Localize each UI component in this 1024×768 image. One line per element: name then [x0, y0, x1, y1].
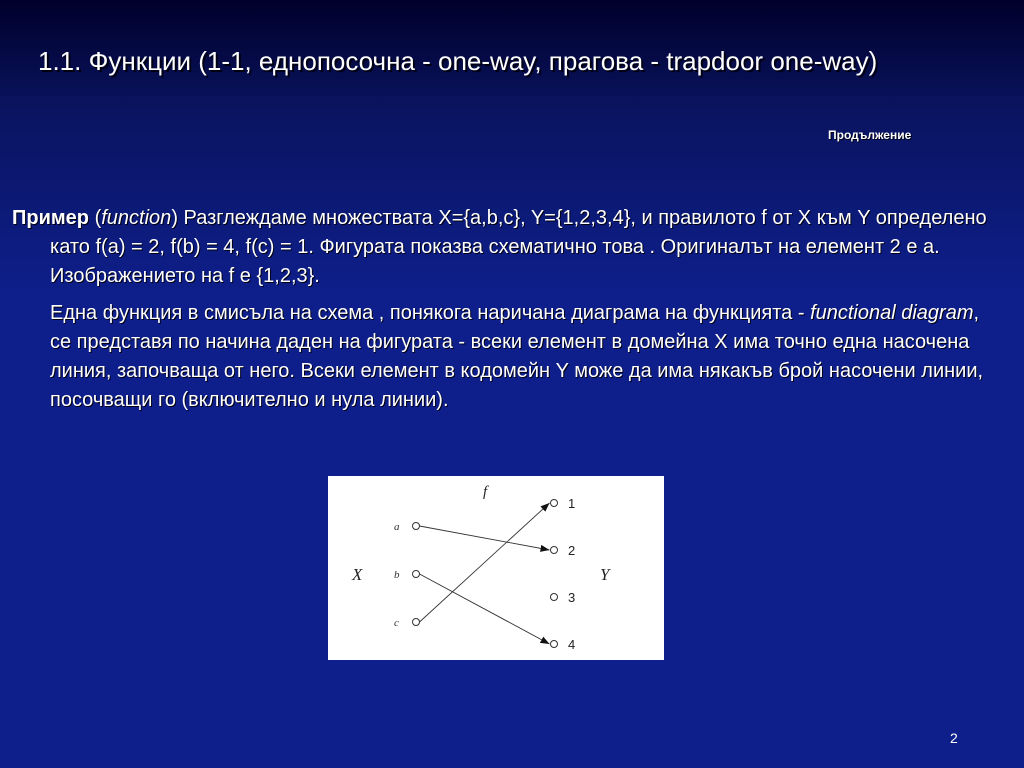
codomain-label-2: 2	[568, 543, 576, 558]
arrow-a-to-2	[420, 526, 550, 550]
definition-text-after: , се представя по начина даден на фигурата - всеки елемент в домейна X има точно една насочена линия, започваща от него. Всеки елемент в кодомейн Y може да има някакъв брой насочени линии, посочващи го (включително и нула линии).	[50, 302, 984, 411]
codomain-node-1	[551, 500, 558, 507]
page-number: 2	[950, 730, 958, 746]
arrow-c-to-1	[420, 503, 550, 622]
domain-label-b: b	[394, 569, 400, 581]
arrow-b-to-4	[420, 574, 550, 644]
domain-node-a	[413, 523, 420, 530]
function-label: f	[483, 484, 488, 500]
codomain-label-3: 3	[568, 590, 576, 605]
domain-label-c: c	[394, 617, 399, 629]
codomain-set-label: Y	[600, 565, 610, 584]
domain-set-label: X	[352, 565, 363, 584]
example-label: Пример	[12, 207, 90, 229]
functional-diagram-figure	[328, 476, 664, 660]
domain-node-b	[413, 571, 420, 578]
codomain-node-3	[551, 594, 558, 601]
example-text: ) Разглеждаме множествата X={a,b,c}, Y={1,2,3,4}, и правилото f от X към Y определено като f(a) = 2, f(b) = 4, f(c) = 1. Фигурата показва схематично това . Оригиналът на елемент 2 е а. Изображението на f е {1,2,3}.	[50, 207, 987, 287]
mapping-arrows	[420, 503, 550, 644]
open-paren: (	[89, 207, 102, 229]
codomain-label-1: 1	[568, 496, 576, 511]
definition-text-before: Една функция в смисъла на схема , понякога наричана диаграма на функцията -	[50, 302, 811, 324]
slide-subtitle: Продължение	[828, 128, 912, 142]
domain-label-a: a	[394, 521, 400, 533]
codomain-node-4	[551, 641, 558, 648]
codomain-label-4: 4	[568, 637, 576, 652]
example-paragraph	[0, 204, 1000, 291]
definition-paragraph	[0, 299, 1000, 415]
slide-title: 1.1. Функции (1-1, еднопосочна - one-way, прагова - trapdoor one-way)	[38, 46, 878, 76]
domain-node-c	[413, 619, 420, 626]
functional-diagram	[328, 476, 664, 660]
codomain-node-2	[551, 547, 558, 554]
function-term: function	[101, 207, 172, 229]
slide-body	[0, 204, 1000, 415]
functional-diagram-term: functional diagram	[810, 302, 974, 324]
diagram-nodes	[394, 496, 575, 652]
